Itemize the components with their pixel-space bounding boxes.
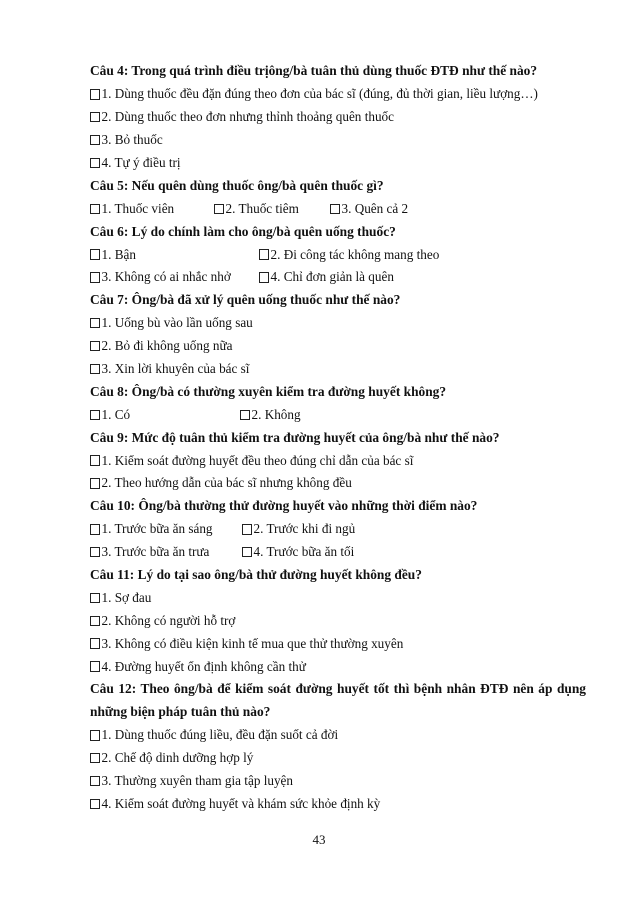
option-checkbox[interactable] [90, 796, 380, 812]
option-label: 3. Trước bữa ăn trưa [101, 544, 210, 560]
checkbox-icon[interactable] [214, 204, 224, 215]
option-label: 3. Xin lời khuyên của bác sĩ [101, 361, 250, 377]
option-label: 2. Theo hướng dẫn của bác sĩ nhưng không đều [101, 475, 352, 491]
option-label: 3. Không có ai nhắc nhở [101, 269, 231, 285]
option-label: 3. Không có điều kiện kinh tế mua que thử thường xuyên [101, 635, 404, 651]
checkbox-icon[interactable] [90, 776, 100, 787]
checkbox-icon[interactable] [90, 135, 100, 146]
option-label: 3. Bỏ thuốc [101, 132, 163, 148]
checkbox-icon[interactable] [90, 364, 100, 375]
questionnaire-page [90, 60, 586, 815]
option-label: 3. Thường xuyên tham gia tập luyện [101, 773, 294, 789]
option-checkbox[interactable] [90, 590, 151, 606]
option-checkbox[interactable] [90, 750, 253, 766]
answer-row [90, 197, 586, 220]
option-checkbox[interactable] [90, 155, 181, 171]
answer-row [90, 541, 586, 564]
page-number: 43 [312, 832, 326, 847]
option-checkbox[interactable] [90, 109, 394, 125]
option-checkbox[interactable] [90, 521, 242, 537]
option-checkbox[interactable] [90, 247, 259, 263]
option-label: 3. Quên cả 2 [341, 200, 409, 216]
answer-row [90, 655, 586, 678]
answer-row [90, 793, 586, 816]
option-label: 2. Chế độ dinh dưỡng hợp lý [101, 750, 254, 766]
answer-row [90, 472, 586, 495]
option-checkbox[interactable] [90, 453, 413, 469]
answer-row [90, 747, 586, 770]
option-label: 2. Bỏ đi không uống nữa [101, 338, 233, 354]
checkbox-icon[interactable] [242, 547, 252, 558]
option-label: 1. Kiểm soát đường huyết đều theo đúng chỉ dẫn của bác sĩ [101, 452, 414, 468]
answer-row [90, 403, 586, 426]
checkbox-icon[interactable] [90, 410, 100, 421]
option-label: 4. Trước bữa ăn tối [253, 544, 355, 560]
answer-row [90, 152, 586, 175]
option-label: 1. Dùng thuốc đúng liều, đều đặn suốt cả đời [101, 727, 339, 743]
checkbox-icon[interactable] [90, 112, 100, 123]
checkbox-icon[interactable] [90, 730, 100, 741]
checkbox-icon[interactable] [90, 616, 100, 627]
option-checkbox[interactable] [242, 521, 355, 537]
answer-row [90, 106, 586, 129]
option-checkbox[interactable] [240, 407, 301, 423]
question-5-title: Câu 5: Nếu quên dùng thuốc ông/bà quên thuốc gì? [90, 177, 384, 193]
answer-row [90, 770, 586, 793]
answer-row [90, 632, 586, 655]
option-label: 2. Trước khi đi ngủ [253, 521, 356, 537]
option-checkbox[interactable] [330, 201, 408, 217]
option-checkbox[interactable] [242, 544, 354, 560]
question-8-title: Câu 8: Ông/bà có thường xuyên kiểm tra đường huyết không? [90, 383, 447, 399]
option-label: 4. Tự ý điều trị [101, 155, 181, 170]
answer-row [90, 586, 586, 609]
option-checkbox[interactable] [90, 86, 538, 102]
option-label: 1. Uống bù vào lần uống sau [101, 315, 253, 331]
question-7-title: Câu 7: Ông/bà đã xử lý quên uống thuốc như thế nào? [90, 292, 401, 308]
option-checkbox[interactable] [90, 544, 242, 560]
checkbox-icon[interactable] [90, 638, 100, 649]
option-checkbox[interactable] [90, 315, 253, 331]
checkbox-icon[interactable] [330, 204, 340, 215]
question-9-title: Câu 9: Mức độ tuân thủ kiểm tra đường huyết của ông/bà như thế nào? [90, 429, 500, 445]
question-11-title: Câu 11: Lý do tại sao ông/bà thử đường huyết không đều? [90, 567, 422, 583]
option-label: 4. Đường huyết ổn định không cần thử [101, 658, 306, 674]
option-label: 1. Thuốc viên [101, 200, 175, 216]
checkbox-icon[interactable] [90, 272, 100, 283]
checkbox-icon[interactable] [259, 272, 269, 283]
answer-row [90, 266, 586, 289]
checkbox-icon[interactable] [90, 89, 100, 100]
option-label: 2. Thuốc tiêm [225, 200, 299, 216]
option-checkbox[interactable] [90, 132, 163, 148]
option-label: 2. Dùng thuốc theo đơn nhưng thỉnh thoảng quên thuốc [101, 109, 394, 125]
answer-row [90, 449, 586, 472]
question-12-title: Câu 12: Theo ông/bà để kiểm soát đường huyết tốt thì bệnh nhân ĐTĐ nên áp dụng những biện pháp tuân thủ nào? [90, 681, 586, 719]
answer-row [90, 335, 586, 358]
option-label: 2. Đi công tác không mang theo [270, 246, 440, 262]
option-checkbox[interactable] [90, 361, 249, 377]
checkbox-icon[interactable] [90, 478, 100, 489]
question-6-title: Câu 6: Lý do chính làm cho ông/bà quên uống thuốc? [90, 223, 396, 239]
option-label: 1. Dùng thuốc đều đặn đúng theo đơn của bác sĩ (đúng, đủ thời gian, liều lượng…) [101, 86, 538, 102]
option-label: 1. Có [101, 406, 131, 422]
checkbox-icon[interactable] [90, 204, 100, 215]
option-checkbox[interactable] [214, 201, 330, 217]
answer-row [90, 243, 586, 266]
answer-row [90, 724, 586, 747]
checkbox-icon[interactable] [242, 524, 252, 535]
checkbox-icon[interactable] [90, 318, 100, 329]
checkbox-icon[interactable] [90, 249, 100, 260]
checkbox-icon[interactable] [90, 799, 100, 810]
option-checkbox[interactable] [90, 407, 240, 423]
checkbox-icon[interactable] [90, 341, 100, 352]
question-10-title: Câu 10: Ông/bà thường thử đường huyết vào những thời điểm nào? [90, 498, 478, 514]
answer-row [90, 129, 586, 152]
question-4-title: Câu 4: Trong quá trình điều trịông/bà tuân thủ dùng thuốc ĐTĐ như thế nào? [90, 63, 538, 79]
answer-row [90, 83, 586, 106]
option-checkbox[interactable] [90, 636, 403, 652]
answer-row [90, 358, 586, 381]
option-checkbox[interactable] [90, 659, 306, 675]
option-checkbox[interactable] [90, 338, 232, 354]
checkbox-icon[interactable] [240, 410, 250, 421]
option-label: 2. Không có người hỗ trợ [101, 612, 236, 628]
answer-row [90, 609, 586, 632]
option-label: 1. Sợ đau [101, 589, 152, 605]
option-checkbox[interactable] [259, 247, 439, 263]
option-checkbox[interactable] [90, 727, 338, 743]
answer-row [90, 518, 586, 541]
answer-row [90, 312, 586, 335]
checkbox-icon[interactable] [259, 249, 269, 260]
checkbox-icon[interactable] [90, 593, 100, 604]
checkbox-icon[interactable] [90, 753, 100, 764]
checkbox-icon[interactable] [90, 455, 100, 466]
checkbox-icon[interactable] [90, 524, 100, 535]
option-checkbox[interactable] [90, 201, 214, 217]
option-label: 4. Kiểm soát đường huyết và khám sức khỏe định kỳ [101, 795, 381, 811]
option-label: 1. Bận [101, 246, 136, 262]
option-checkbox[interactable] [90, 773, 293, 789]
checkbox-icon[interactable] [90, 158, 100, 169]
option-checkbox[interactable] [90, 613, 235, 629]
option-label: 1. Trước bữa ăn sáng [101, 521, 213, 537]
option-checkbox[interactable] [259, 269, 394, 285]
option-checkbox[interactable] [90, 475, 352, 491]
option-label: 4. Chỉ đơn giản là quên [270, 269, 394, 285]
checkbox-icon[interactable] [90, 661, 100, 672]
checkbox-icon[interactable] [90, 547, 100, 558]
option-label: 2. Không [251, 406, 301, 422]
option-checkbox[interactable] [90, 269, 259, 285]
